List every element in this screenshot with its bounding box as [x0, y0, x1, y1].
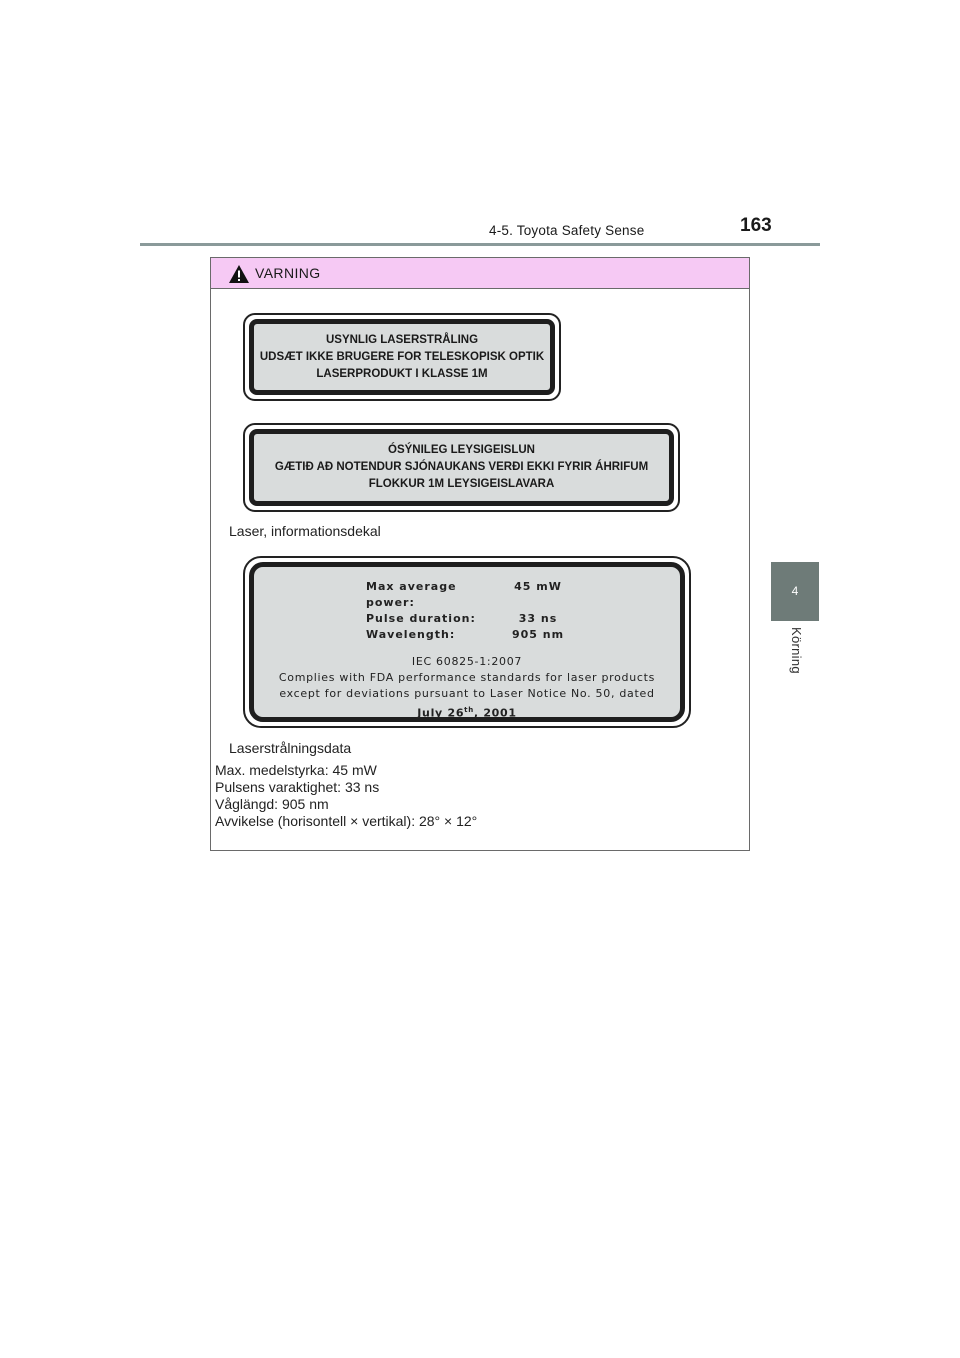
chapter-tab: 4 [771, 562, 819, 621]
data-key: Pulse duration: [366, 612, 476, 625]
icelandic-label-line: ÓSÝNILEG LEYSIGEISLUN [388, 444, 535, 456]
standard-line: IEC 60825-1:2007 [411, 655, 523, 668]
chapter-label: Körning [789, 627, 804, 674]
header-divider [140, 243, 820, 246]
data-value: 45 mW [514, 580, 562, 593]
date-line [279, 702, 655, 722]
page-number: 163 [740, 215, 772, 236]
laser-specs [215, 762, 477, 830]
danish-label-line: USYNLIG LASERSTRÅLING [325, 333, 479, 346]
date-suffix: , 2001 [473, 706, 517, 720]
data-key: Max average power: [366, 580, 457, 609]
section-title: 4-5. Toyota Safety Sense [489, 223, 645, 238]
danish-laser-label [243, 313, 561, 401]
radiation-data-caption: Laserstrålningsdata [229, 740, 352, 756]
warning-triangle-icon [228, 264, 250, 284]
warning-box [210, 257, 750, 851]
warning-title: VARNING [255, 265, 321, 281]
data-value: 905 nm [511, 628, 565, 641]
danish-label-panel [249, 319, 555, 395]
data-key: Wavelength: [366, 628, 456, 641]
spec-line: Pulsens varaktighet: 33 ns [215, 779, 380, 795]
data-value: 33 ns [518, 612, 558, 625]
danish-label-line: UDSÆT IKKE BRUGERE FOR TELESKOPISK OPTIK [259, 350, 545, 363]
danish-label-line: LASERPRODUKT I KLASSE 1M [316, 367, 488, 380]
warning-header [211, 258, 749, 289]
icelandic-label-panel [249, 429, 674, 506]
compliance-line: Complies with FDA performance standards for laser products [278, 671, 656, 684]
laser-data-panel [249, 562, 685, 722]
icelandic-label-line: GÆTIÐ AÐ NOTENDUR SJÓNAUKANS VERÐI EKKI FYRIR ÁHRIFUM [274, 461, 649, 473]
date-prefix: July 26 [417, 706, 465, 720]
compliance-line: except for deviations pursuant to Laser Notice No. 50, dated [279, 687, 655, 700]
laser-data-label [243, 556, 691, 728]
laser-data-grid [366, 579, 568, 643]
spec-line: Våglängd: 905 nm [215, 796, 329, 812]
spec-line: Avvikelse (horisontell × vertikal): 28° × 12° [215, 813, 478, 829]
icelandic-laser-label [243, 423, 680, 512]
icelandic-label-line: FLOKKUR 1M LEYSIGEISLAVARA [368, 478, 555, 490]
date-ordinal: th [464, 706, 474, 714]
info-label-caption: Laser, informationsdekal [229, 523, 381, 539]
spec-line: Max. medelstyrka: 45 mW [215, 762, 377, 778]
compliance-text [279, 654, 655, 722]
